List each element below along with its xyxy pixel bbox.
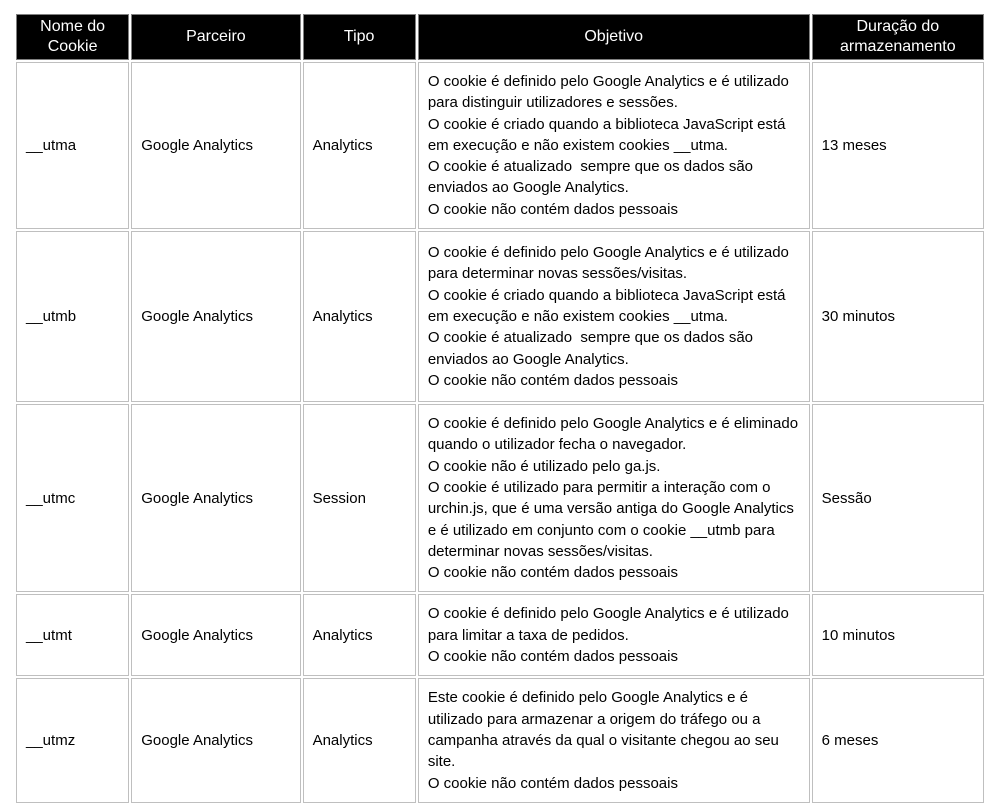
cell-partner: Google Analytics [131,62,300,229]
cell-storage-duration: 30 minutos [812,231,984,402]
cell-cookie-name: __utmc [16,404,129,592]
purpose-line: O cookie é definido pelo Google Analytics e é eliminado quando o utilizador fecha o navegador. [427,415,803,454]
cell-storage-duration: 10 minutos [812,594,984,676]
table-row-utma [16,62,984,229]
purpose-line: O cookie é definido pelo Google Analytics e é utilizado para limitar a taxa de pedidos. [427,605,794,644]
table-row-utmb [16,231,984,402]
cell-storage-duration: 13 meses [812,62,984,229]
column-header-type: Tipo [303,14,416,60]
cell-type: Analytics [303,594,416,676]
cell-storage-duration: 6 meses [812,678,984,802]
cell-partner: Google Analytics [131,404,300,592]
table-header-row [16,14,984,60]
purpose-line: O cookie não contém dados pessoais [427,774,678,792]
purpose-line: Este cookie é definido pelo Google Analytics e é utilizado para armazenar a origem do tráfego ou a campanha através da qual o visitante chegou ao seu site. [427,689,784,771]
column-header-storage-duration: Duração do armazenamento [812,14,984,60]
purpose-line: O cookie não é utilizado pelo ga.js. [427,457,661,475]
cell-purpose [418,231,810,402]
cell-type: Analytics [303,678,416,802]
cell-partner: Google Analytics [131,231,300,402]
table-row-utmt [16,594,984,676]
cookies-table [14,12,986,805]
table-row-utmz [16,678,984,802]
cell-type: Analytics [303,62,416,229]
purpose-line: O cookie é definido pelo Google Analytics e é utilizado para determinar novas sessões/visitas. [427,244,794,283]
column-header-partner: Parceiro [131,14,300,60]
cell-purpose [418,678,810,802]
purpose-line: O cookie é atualizado sempre que os dados são enviados ao Google Analytics. [427,329,758,368]
table-row-utmc [16,404,984,592]
cell-type: Analytics [303,231,416,402]
purpose-line: O cookie é criado quando a biblioteca JavaScript está em execução e não existem cookies __utma. [427,286,790,325]
purpose-line: O cookie não contém dados pessoais [427,371,678,389]
purpose-line: O cookie é definido pelo Google Analytics e é utilizado para distinguir utilizadores e sessões. [427,73,794,112]
cell-partner: Google Analytics [131,594,300,676]
cell-purpose [418,404,810,592]
cell-cookie-name: __utmb [16,231,129,402]
cell-type: Session [303,404,416,592]
column-header-purpose: Objetivo [418,14,810,60]
purpose-line: O cookie não contém dados pessoais [427,564,678,582]
purpose-line: O cookie não contém dados pessoais [427,200,678,218]
purpose-line: O cookie é utilizado para permitir a interação com o urchin.js, que é uma versão antiga do Google Analytics e é utilizado em conjunto com o cookie __utmb para determinar novas sessões/visitas. [427,478,799,560]
cell-purpose [418,594,810,676]
cell-partner: Google Analytics [131,678,300,802]
purpose-line: O cookie não contém dados pessoais [427,648,678,666]
cell-cookie-name: __utma [16,62,129,229]
purpose-line: O cookie é atualizado sempre que os dados são enviados ao Google Analytics. [427,158,758,197]
purpose-line: O cookie é criado quando a biblioteca JavaScript está em execução e não existem cookies __utma. [427,115,790,154]
cell-purpose [418,62,810,229]
cell-cookie-name: __utmz [16,678,129,802]
cell-storage-duration: Sessão [812,404,984,592]
cell-cookie-name: __utmt [16,594,129,676]
column-header-cookie-name: Nome do Cookie [16,14,129,60]
